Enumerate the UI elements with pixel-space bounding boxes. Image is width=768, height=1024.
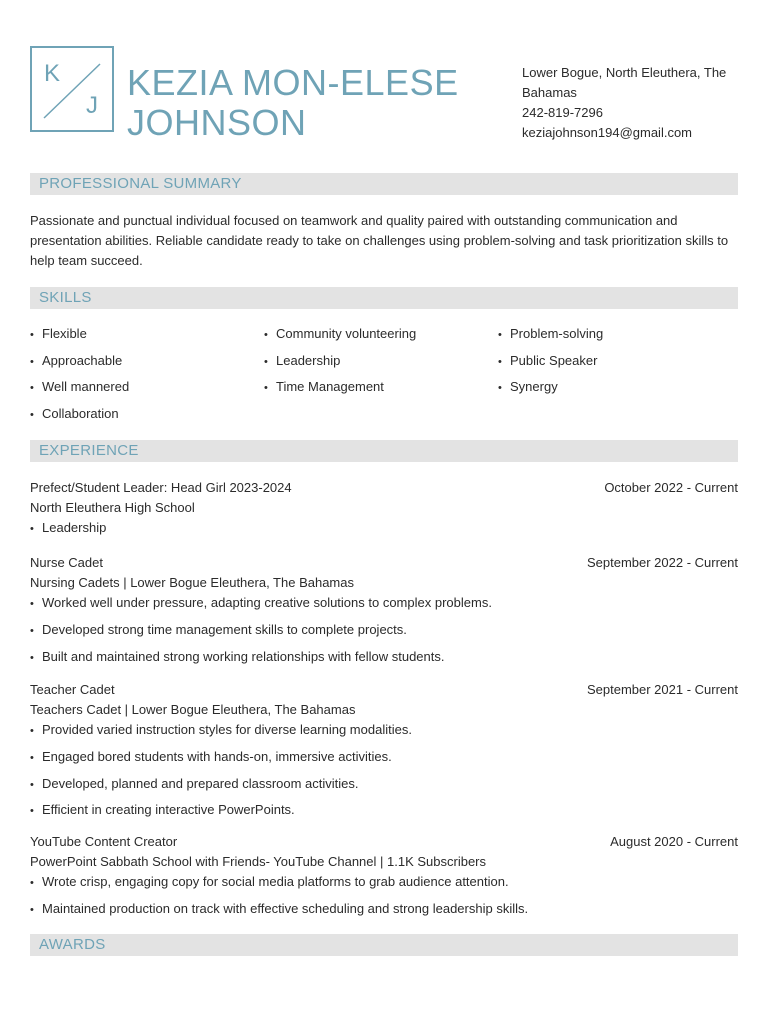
job-bullet: • Leadership xyxy=(30,518,738,539)
skill-item: • Leadership xyxy=(264,351,416,378)
job-organization: PowerPoint Sabbath School with Friends- YouTube Channel | 1.1K Subscribers xyxy=(30,854,486,869)
skill-item: • Approachable xyxy=(30,351,129,378)
skill-item: • Public Speaker xyxy=(498,351,603,378)
section-title: PROFESSIONAL SUMMARY xyxy=(39,175,242,192)
skill-item: • Synergy xyxy=(498,377,603,404)
job-bullet: • Worked well under pressure, adapting creative solutions to complex problems. xyxy=(30,593,738,614)
skill-item: • Time Management xyxy=(264,377,416,404)
job-organization: Nursing Cadets | Lower Bogue Eleuthera, The Bahamas xyxy=(30,575,354,590)
section-title: AWARDS xyxy=(39,936,106,953)
name-line-2: JOHNSON xyxy=(127,102,307,143)
job-organization: Teachers Cadet | Lower Bogue Eleuthera, The Bahamas xyxy=(30,702,356,717)
job-bullet: • Built and maintained strong working relationships with fellow students. xyxy=(30,647,738,668)
skills-column-2 xyxy=(264,324,416,404)
name-line-1: KEZIA MON-ELESE xyxy=(127,62,459,103)
section-header-experience xyxy=(30,440,738,462)
experience-entry xyxy=(30,553,738,668)
skill-item: • Collaboration xyxy=(30,404,129,431)
job-bullet: • Wrote crisp, engaging copy for social media platforms to grab audience attention. xyxy=(30,872,738,893)
job-bullet: • Provided varied instruction styles for diverse learning modalities. xyxy=(30,720,738,741)
job-bullet: • Efficient in creating interactive PowerPoints. xyxy=(30,800,738,821)
job-title: YouTube Content Creator xyxy=(30,834,178,849)
job-bullet: • Maintained production on track with effective scheduling and strong leadership skills. xyxy=(30,899,738,920)
section-header-skills xyxy=(30,287,738,309)
section-title: SKILLS xyxy=(39,289,92,306)
candidate-name xyxy=(127,63,459,143)
job-dates: August 2020 - Current xyxy=(610,834,738,849)
skills-column-1 xyxy=(30,324,129,430)
contact-block xyxy=(522,63,742,143)
summary-text: Passionate and punctual individual focused on teamwork and quality paired with outstanding communication and presentation abilities. Reliable candidate ready to take on challenges using problem-solving and task prioritization skills to help team succeed. xyxy=(30,213,729,268)
job-organization: North Eleuthera High School xyxy=(30,500,195,515)
job-bullet: • Developed, planned and prepared classroom activities. xyxy=(30,774,738,795)
job-title: Prefect/Student Leader: Head Girl 2023-2024 xyxy=(30,480,292,495)
job-title: Teacher Cadet xyxy=(30,682,115,697)
section-title: EXPERIENCE xyxy=(39,442,139,459)
job-dates: September 2021 - Current xyxy=(586,682,738,697)
skill-item: • Flexible xyxy=(30,324,129,351)
skills-column-3 xyxy=(498,324,603,404)
monogram-first-initial: K xyxy=(44,60,61,87)
address-line-1: Lower Bogue, North Eleuthera, The xyxy=(522,65,727,80)
job-bullet: • Developed strong time management skills to complete projects. xyxy=(30,620,738,641)
section-header-awards xyxy=(30,934,738,956)
job-title: Nurse Cadet xyxy=(30,555,103,570)
address-line-2: Bahamas xyxy=(522,85,577,100)
email-address: keziajohnson194@gmail.com xyxy=(522,125,693,140)
monogram-last-initial: J xyxy=(86,92,98,119)
job-dates: October 2022 - Current xyxy=(604,480,738,495)
experience-entry xyxy=(30,680,738,821)
experience-entry xyxy=(30,832,738,920)
phone-number: 242-819-7296 xyxy=(522,105,603,120)
skill-item: • Problem-solving xyxy=(498,324,603,351)
monogram-logo xyxy=(30,46,114,132)
skill-item: • Well mannered xyxy=(30,377,129,404)
job-bullet: • Engaged bored students with hands-on, immersive activities. xyxy=(30,747,738,768)
experience-entry xyxy=(30,478,738,539)
job-dates: September 2022 - Current xyxy=(586,555,738,570)
section-header-summary xyxy=(30,173,738,195)
skill-item: • Community volunteering xyxy=(264,324,416,351)
